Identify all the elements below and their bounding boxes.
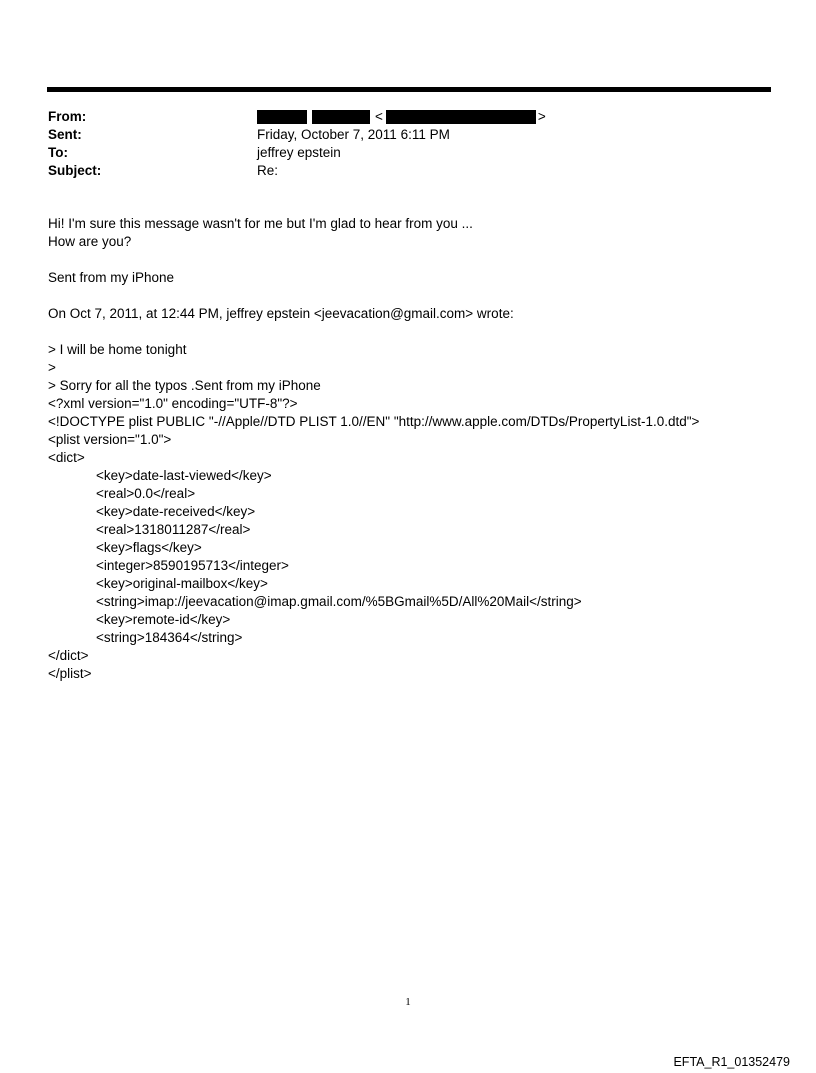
dict-entry-line: <key>date-last-viewed</key> <box>96 468 272 483</box>
dict-entry-line: <string>184364</string> <box>96 630 243 645</box>
quoted-line: > <box>48 360 56 375</box>
email-header <box>48 108 768 180</box>
dict-close-line: </dict> <box>48 648 89 663</box>
quoted-line: > I will be home tonight <box>48 342 187 357</box>
to-row <box>48 144 768 162</box>
dict-entry-line: <real>0.0</real> <box>96 486 196 501</box>
to-value: jeffrey epstein <box>257 145 341 160</box>
to-label: To: <box>48 145 68 160</box>
xml-declaration-line: <?xml version="1.0" encoding="UTF-8"?> <box>48 396 298 411</box>
subject-label: Subject: <box>48 163 102 178</box>
redaction-block <box>386 110 536 124</box>
sent-value: Friday, October 7, 2011 6:11 PM <box>257 127 450 142</box>
dict-entry-line: <string>imap://jeevacation@imap.gmail.com/%5BGmail%5D/All%20Mail</string> <box>96 594 582 609</box>
from-row <box>48 108 768 126</box>
page-number: 1 <box>405 996 411 1008</box>
body-line: Hi! I'm sure this message wasn't for me but I'm glad to hear from you ... <box>48 216 473 231</box>
quoted-line: > Sorry for all the typos .Sent from my iPhone <box>48 378 321 393</box>
quote-intro-line: On Oct 7, 2011, at 12:44 PM, jeffrey epstein <jeevacation@gmail.com> wrote: <box>48 306 514 321</box>
dict-entry-line: <key>date-received</key> <box>96 504 256 519</box>
sent-row <box>48 126 768 144</box>
subject-row <box>48 162 768 180</box>
plist-open-line: <plist version="1.0"> <box>48 432 172 447</box>
document-id: EFTA_R1_01352479 <box>673 1055 790 1069</box>
doctype-line: <!DOCTYPE plist PUBLIC "-//Apple//DTD PLIST 1.0//EN" "http://www.apple.com/DTDs/PropertyList-1.0.dtd"> <box>48 414 700 429</box>
from-value <box>257 108 768 126</box>
redaction-block <box>312 110 370 124</box>
from-email-open-bracket: < <box>375 109 383 124</box>
dict-entry-line: <key>remote-id</key> <box>96 612 231 627</box>
dict-open-line: <dict> <box>48 450 85 465</box>
email-body <box>48 215 768 683</box>
dict-entry-line: <key>original-mailbox</key> <box>96 576 268 591</box>
signature-line: Sent from my iPhone <box>48 270 175 285</box>
redaction-block <box>257 110 307 124</box>
header-rule <box>47 87 771 92</box>
dict-entry-line: <integer>8590195713</integer> <box>96 558 289 573</box>
dict-entry-line: <real>1318011287</real> <box>96 522 251 537</box>
dict-entry-line: <key>flags</key> <box>96 540 202 555</box>
body-line: How are you? <box>48 234 132 249</box>
plist-close-line: </plist> <box>48 666 92 681</box>
from-label: From: <box>48 109 87 124</box>
sent-label: Sent: <box>48 127 82 142</box>
from-email-close-bracket: > <box>537 109 546 124</box>
subject-value: Re: <box>257 163 279 178</box>
